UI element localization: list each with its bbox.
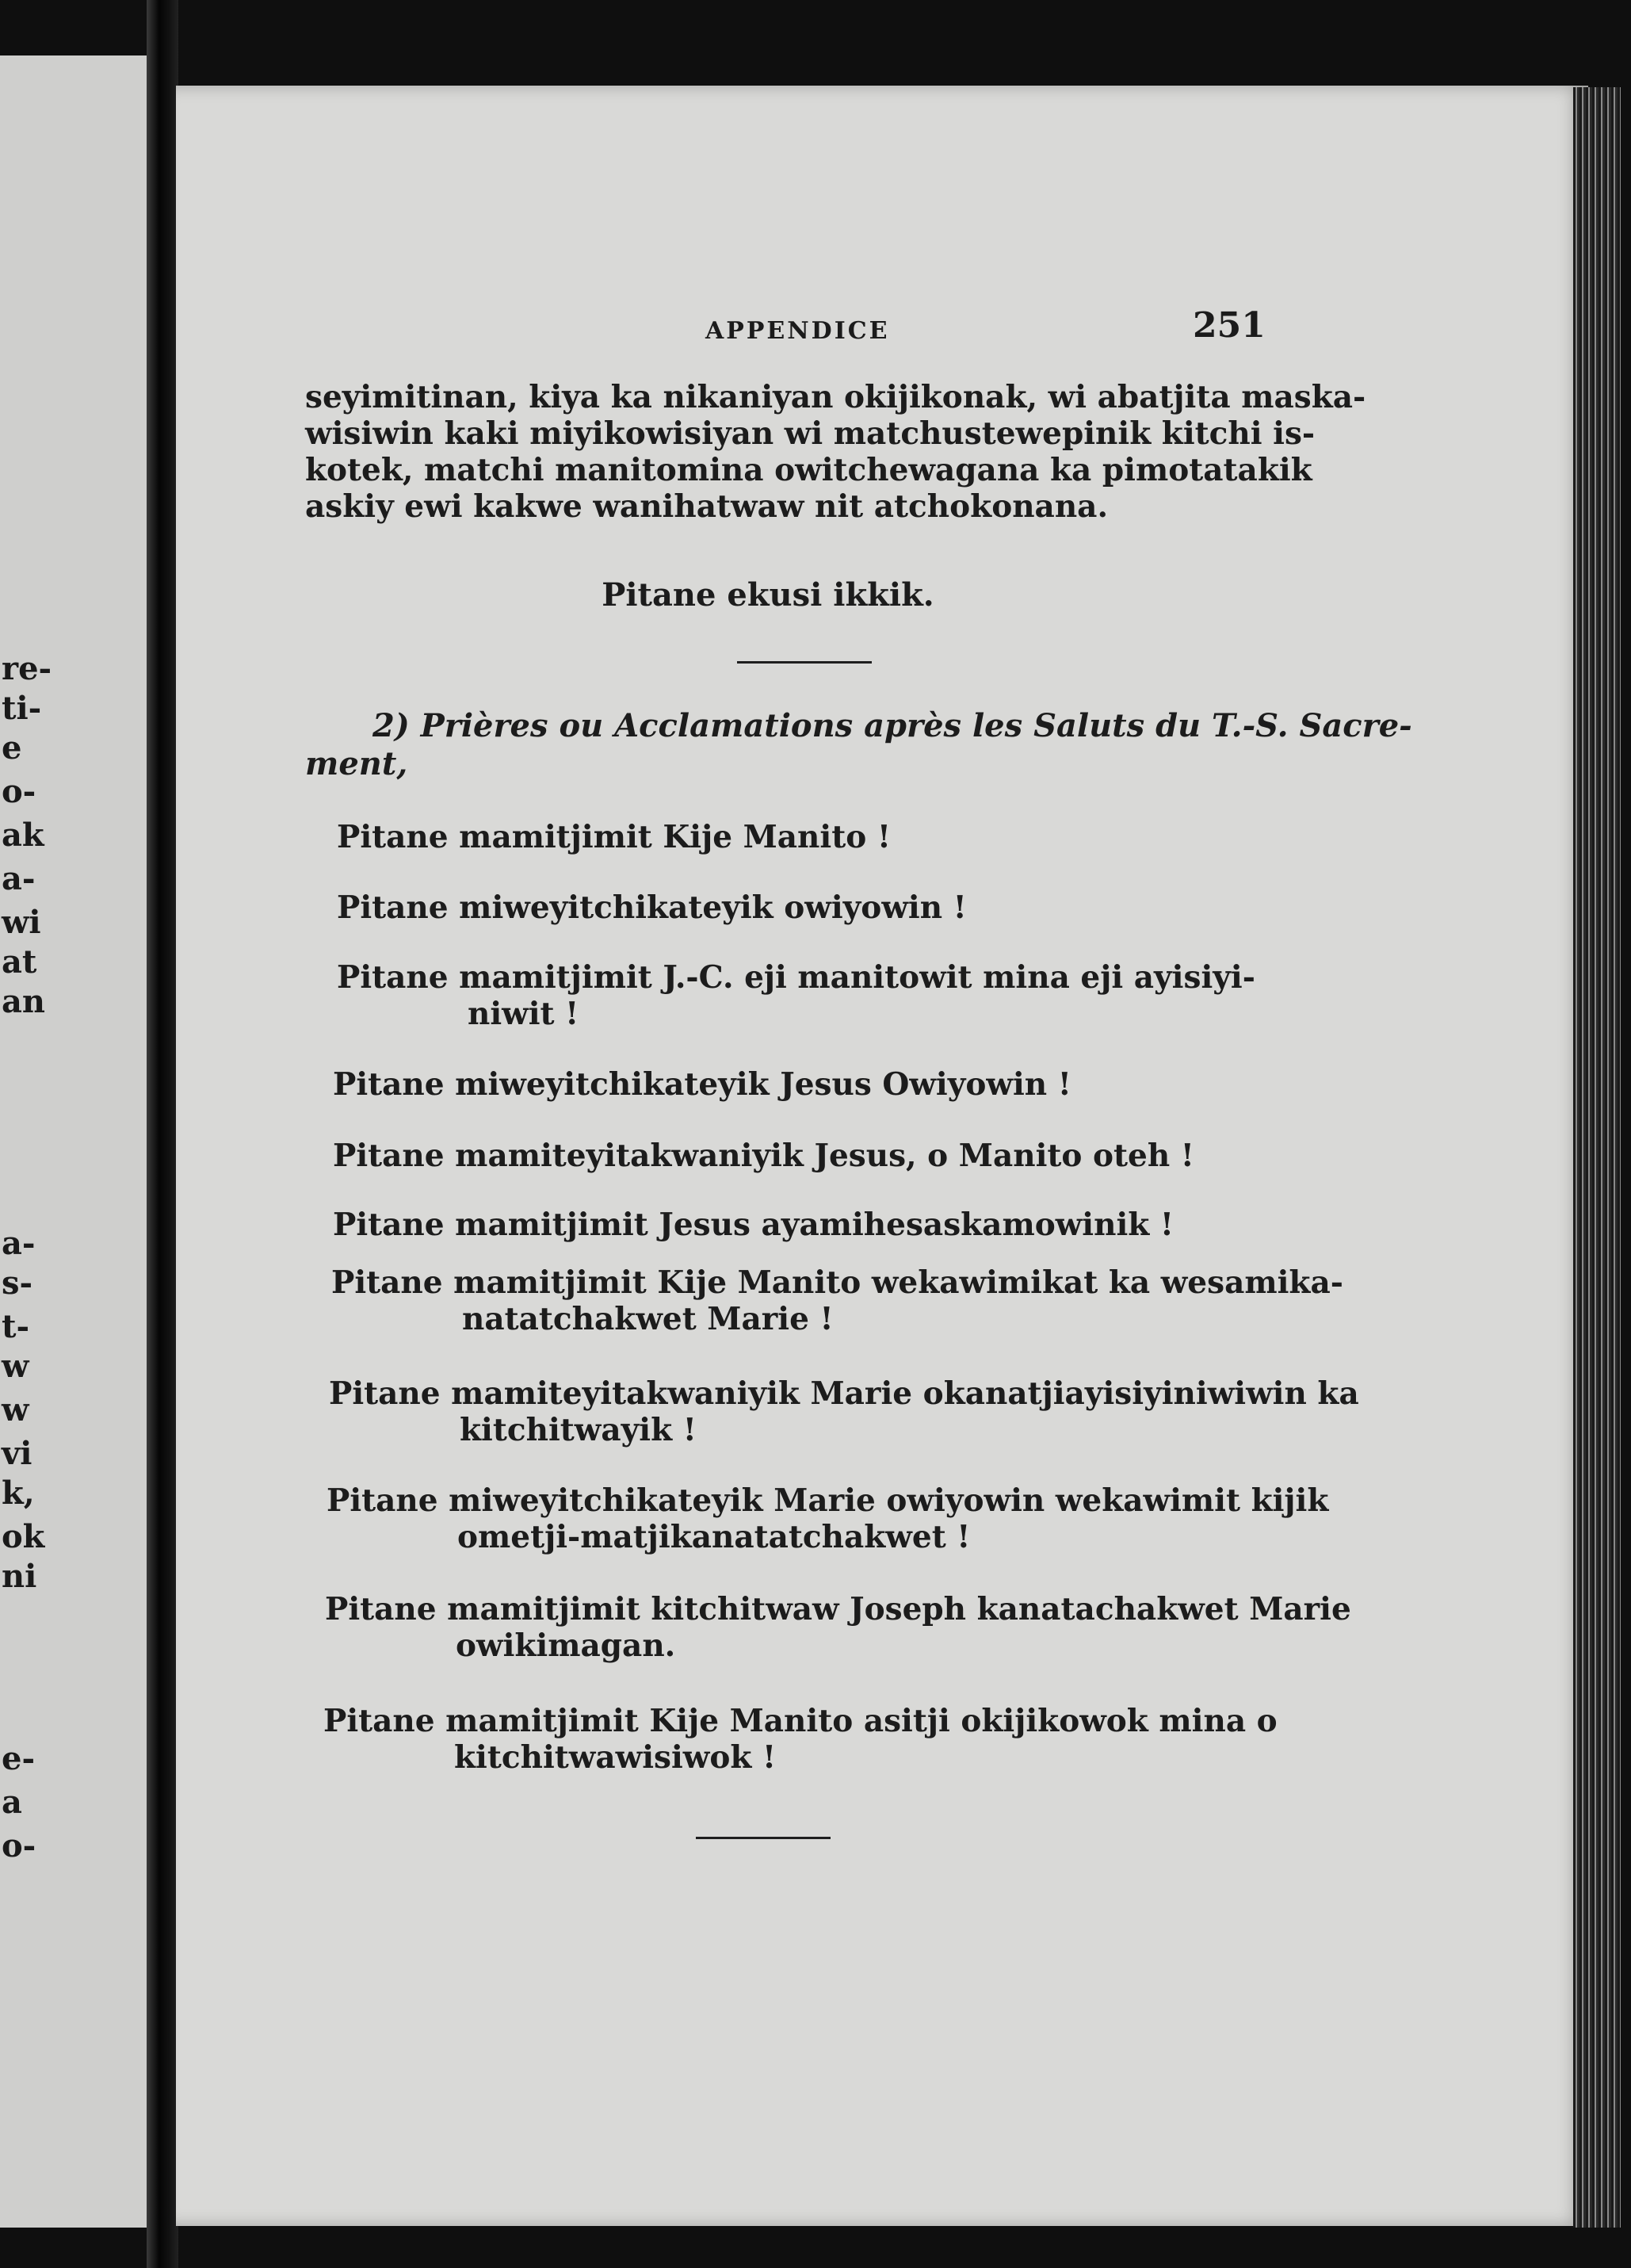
paragraph-line: seyimitinan, kiya ka nikaniyan okijikonak, wi abatjita maska- [305, 379, 1366, 415]
prayer-line: owikimagan. [456, 1627, 676, 1664]
prayer-line: Pitane miweyitchikateyik Jesus Owiyowin ! [333, 1066, 1071, 1103]
left-page-fragment: ti- [2, 690, 42, 727]
prayer-item [331, 1264, 1343, 1337]
prayer-line: Pitane miweyitchikateyik owiyowin ! [337, 889, 967, 926]
prayer-item [323, 1703, 1278, 1776]
left-page-fragment: wi [2, 904, 41, 941]
left-page-fragment: o- [2, 773, 36, 810]
left-page-fragment: a- [2, 860, 36, 897]
prayer-line: Pitane mamiteyitakwaniyik Marie okanatjiayisiyiniwiwin ka [329, 1375, 1359, 1412]
prayer-item [325, 1591, 1351, 1664]
end-divider [696, 1837, 831, 1839]
left-page-fragment: ok [2, 1518, 45, 1555]
prayer-item [337, 819, 1248, 855]
prayer-line: niwit ! [468, 996, 579, 1032]
left-page-fragment: t- [2, 1308, 30, 1345]
section-title-line: 2) Prières ou Acclamations après les Saluts du T.-S. Sacre- [372, 707, 1412, 744]
prayer-item [333, 1138, 1244, 1174]
paragraph-line: askiy ewi kakwe wanihatwaw nit atchokonana. [305, 488, 1109, 525]
prayer-line: Pitane mamitjimit J.-C. eji manitowit mina eji ayisiyi- [337, 959, 1255, 996]
paragraph-line: kotek, matchi manitomina owitchewagana ka pimotatakik [305, 452, 1312, 488]
section-title [305, 707, 1412, 783]
prayer-line: Pitane mamitjimit Kije Manito ! [337, 819, 891, 855]
left-page-fragment: w [2, 1391, 29, 1428]
prayer-item [329, 1375, 1359, 1448]
left-page-fragment: e [2, 729, 22, 767]
prayer-item [333, 1066, 1244, 1103]
prayer-item [337, 889, 1248, 926]
left-page-fragment: s- [2, 1264, 33, 1302]
prayer-line: Pitane mamitjimit Jesus ayamihesaskamowinik ! [333, 1207, 1174, 1243]
prayer-item [333, 1207, 1244, 1243]
closing-line [0, 576, 1631, 614]
prayer-line: kitchitwawisiwok ! [454, 1739, 777, 1776]
left-page-fragment: ak [2, 817, 44, 854]
left-page-fragment: a [2, 1784, 22, 1821]
prayer-line: kitchitwayik ! [460, 1412, 697, 1448]
left-page-fragment: re- [2, 650, 52, 687]
page-edge-shadow [1573, 87, 1621, 2228]
opening-paragraph [305, 379, 1366, 525]
prayer-line: natatchakwet Marie ! [462, 1301, 834, 1337]
section-divider [737, 661, 872, 664]
left-page-fragment: k, [2, 1474, 35, 1512]
left-page-fragment: at [2, 943, 37, 981]
left-page-fragment: vi [2, 1435, 32, 1472]
book-gutter [147, 0, 178, 2268]
prayer-line: Pitane miweyitchikateyik Marie owiyowin wekawimit kijik [327, 1482, 1329, 1519]
left-page-fragment: e- [2, 1740, 36, 1777]
paragraph-line: wisiwin kaki miyikowisiyan wi matchustewepinik kitchi is- [305, 415, 1316, 452]
running-head: APPENDICE [705, 317, 890, 345]
prayer-line: Pitane mamitjimit kitchitwaw Joseph kanatachakwet Marie [325, 1591, 1351, 1627]
prayer-item [327, 1482, 1329, 1555]
prayer-line: Pitane mamitjimit Kije Manito asitji okijikowok mina o [323, 1703, 1278, 1739]
left-page-fragment: an [2, 983, 45, 1020]
page-number: 251 [1193, 305, 1266, 346]
left-page-fragment: a- [2, 1225, 36, 1262]
prayer-line: Pitane mamitjimit Kije Manito wekawimikat ka wesamika- [331, 1264, 1343, 1301]
left-page-fragment: ni [2, 1558, 37, 1595]
left-page-fragment: o- [2, 1827, 36, 1865]
prayer-item [337, 959, 1255, 1032]
section-title-line: ment, [305, 745, 408, 782]
prayer-line: Pitane mamiteyitakwaniyik Jesus, o Manito oteh ! [333, 1138, 1194, 1174]
closing-line-text: Pitane ekusi ikkik. [602, 576, 934, 614]
left-facing-page [0, 55, 159, 2228]
prayer-line: ometji-matjikanatatchakwet ! [457, 1519, 971, 1555]
left-page-fragment: w [2, 1348, 29, 1385]
